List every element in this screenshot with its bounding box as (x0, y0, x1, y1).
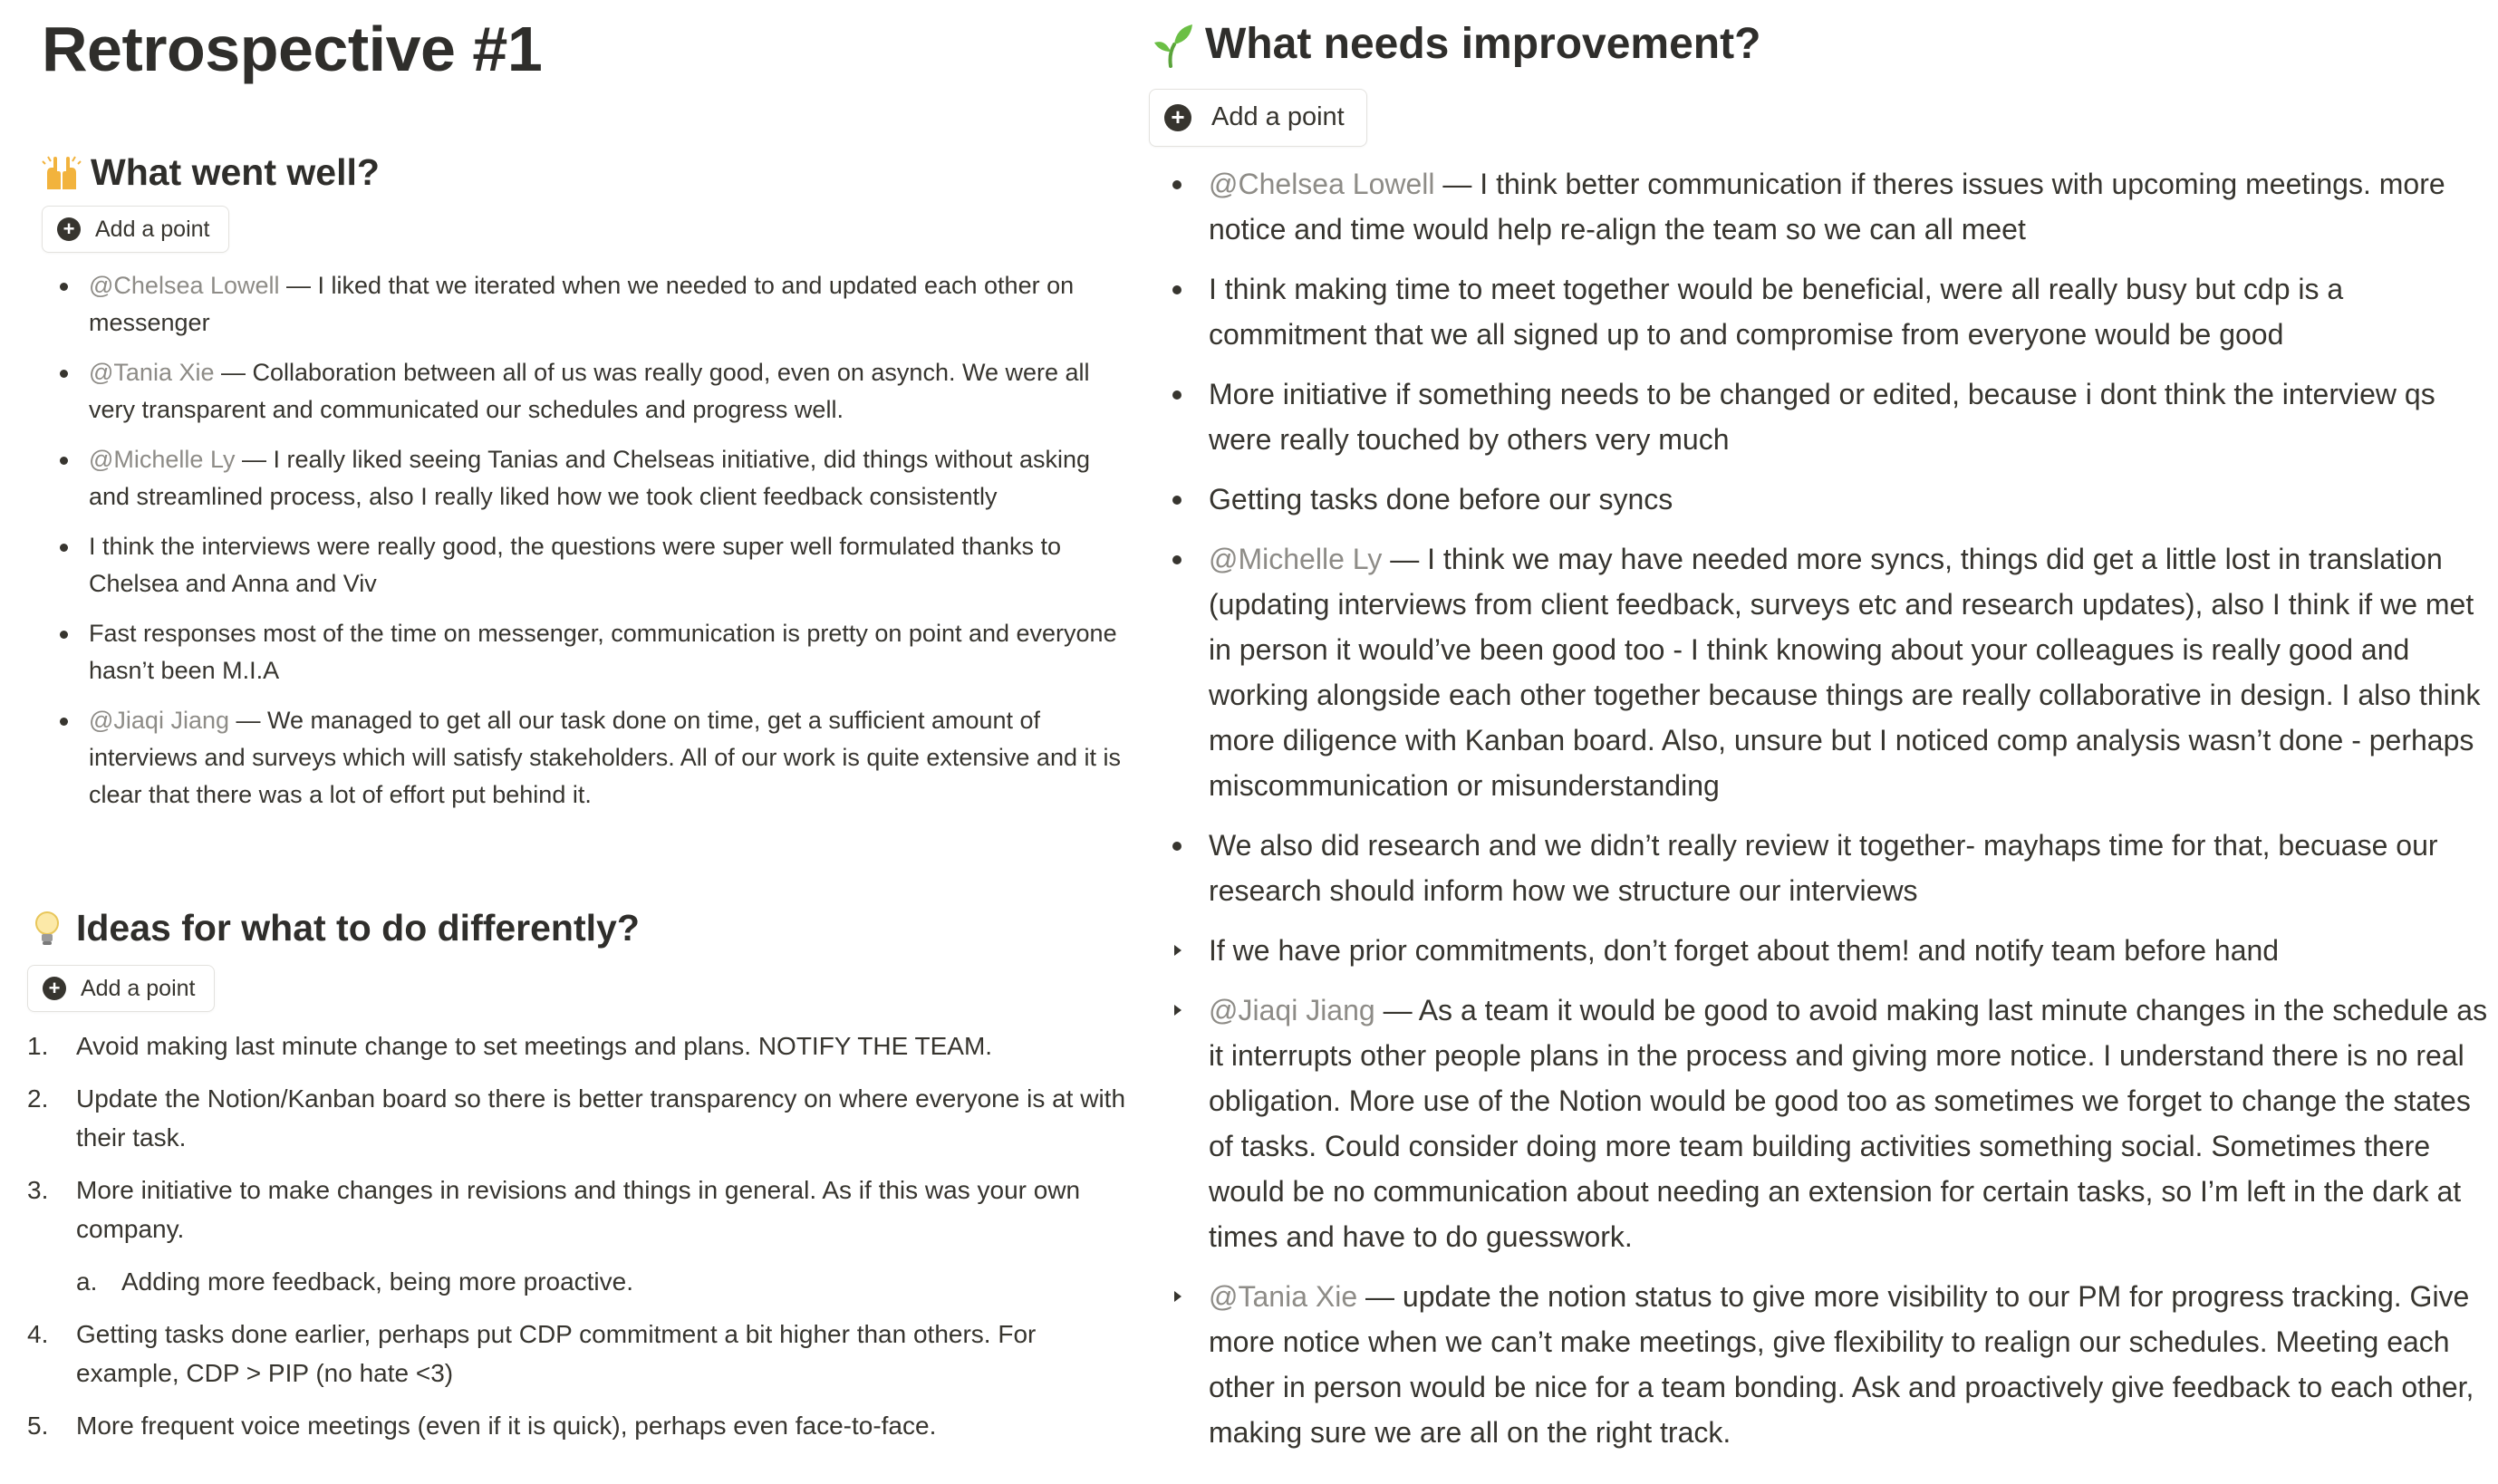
user-mention[interactable]: @Tania Xie (89, 359, 215, 387)
bullet-icon (60, 631, 68, 639)
add-point-label: Add a point (81, 975, 196, 1001)
user-mention[interactable]: @Jiaqi Jiang (89, 707, 229, 735)
item-text: — Collaboration between all of us was really good, even on asynch. We were all very transparent and communicated our schedules and progress well. (89, 359, 1090, 424)
list-item[interactable] (1149, 823, 2490, 913)
improvement-add-point-button[interactable] (1149, 89, 1367, 147)
item-text: More frequent voice meetings (even if it is quick), perhaps even face-to-face. (76, 1412, 937, 1441)
item-text: More initiative if something needs to be changed or edited, because i dont think the interview qs were really touched by others very much (1209, 377, 2435, 456)
item-text: Update the Notion/Kanban board so there is better transparency on where everyone is at with their task. (76, 1084, 1126, 1152)
number-label: 1. (27, 1032, 49, 1061)
list-item[interactable] (42, 528, 1129, 602)
numbered-item[interactable] (27, 1026, 1137, 1065)
user-mention[interactable]: @Chelsea Lowell (89, 272, 280, 300)
plus-circle-icon: + (57, 217, 81, 241)
item-text: More initiative to make changes in revisions and things in general. As if this was your own company. (76, 1176, 1081, 1244)
item-text: Adding more feedback, being more proactive. (121, 1267, 633, 1296)
numbered-item[interactable] (27, 1171, 1137, 1248)
add-point-label: Add a point (1211, 102, 1345, 132)
item-text: Fast responses most of the time on messenger, communication is pretty on point and everyone hasn’t been M.I.A (89, 620, 1117, 685)
toggle-item[interactable] (1149, 988, 2490, 1259)
list-item[interactable] (1149, 161, 2490, 252)
user-mention[interactable]: @Michelle Ly (89, 446, 236, 474)
numbered-item[interactable] (27, 1079, 1137, 1157)
item-text: — I really liked seeing Tanias and Chelseas initiative, did things without asking and streamlined process, also I really liked how we took client feedback consistently (89, 446, 1090, 511)
page-title: Retrospective #1 (42, 14, 543, 84)
went-well-list (42, 267, 1129, 814)
went-well-add-point-button[interactable] (42, 206, 229, 253)
numbered-item[interactable] (27, 1406, 1137, 1445)
bullet-icon (60, 544, 68, 552)
ideas-add-point-button[interactable] (27, 965, 215, 1012)
list-item[interactable] (42, 702, 1129, 814)
ideas-list (27, 1026, 1137, 1445)
plus-circle-icon: + (43, 977, 66, 1000)
bullet-icon (60, 457, 68, 465)
item-text: If we have prior commitments, don’t forget about them! and notify team before hand (1209, 933, 2280, 967)
seedling-icon (1149, 21, 1196, 68)
list-item[interactable] (42, 615, 1129, 689)
user-mention[interactable]: @Tania Xie (1209, 1279, 1358, 1313)
bullet-icon (60, 283, 68, 291)
toggle-item[interactable] (1149, 928, 2490, 973)
ideas-heading-text: Ideas for what to do differently? (76, 907, 640, 949)
item-text: — I think we may have needed more syncs, things did get a little lost in translation (updating interviews from client feedback, surveys etc and research updates), also I think if we met in person it would’ve been good too - I think knowing about your colleagues is really good and working alongside each other together because things are really collaborative in design. I also think more diligence with Kanban board. Also, unsure but I noticed comp analysis wasn’t done - perhaps miscommunication or misunderstanding (1209, 542, 2481, 802)
toggle-triangle-icon[interactable] (1174, 1005, 1181, 1016)
item-text: Avoid making last minute change to set meetings and plans. NOTIFY THE TEAM. (76, 1032, 993, 1061)
list-item[interactable] (1149, 266, 2490, 357)
list-item[interactable] (42, 354, 1129, 429)
item-text: I think the interviews were really good, the questions were super well formulated thanks to Chelsea and Anna and Viv (89, 533, 1062, 598)
list-item[interactable] (1149, 371, 2490, 462)
bullet-icon (1172, 842, 1181, 851)
item-text: I think making time to meet together would be beneficial, were all really busy but cdp is a commitment that we all signed up to and compromise from everyone would be good (1209, 272, 2344, 351)
bullet-icon (1172, 496, 1181, 505)
item-text: — As a team it would be good to avoid making last minute changes in the schedule as it interrupts other people plans in the process and giving more notice. I understand there is no real obligation. More use of the Notion would be good too as sometimes we forget to change the states of tasks. Could consider doing more team building activities something social. Sometimes there would be no communication about needing an extension for certain tasks, so I’m left in the dark at times and have to do guesswork. (1209, 993, 2488, 1253)
list-item[interactable] (1149, 477, 2490, 522)
item-text: — I liked that we iterated when we needed to and updated each other on messenger (89, 272, 1075, 337)
light-bulb-icon (27, 909, 67, 949)
numbered-subitem[interactable] (27, 1262, 1137, 1301)
number-label: 2. (27, 1084, 49, 1113)
bullet-icon (60, 370, 68, 378)
user-mention[interactable]: @Chelsea Lowell (1209, 167, 1435, 200)
user-mention[interactable]: @Jiaqi Jiang (1209, 993, 1375, 1026)
item-text: — We managed to get all our task done on time, get a sufficient amount of interviews and surveys which will satisfy stakeholders. All of our work is quite extensive and it is clear that there was a lot of effort put behind it. (89, 707, 1121, 809)
went-well-heading-text: What went well? (91, 151, 380, 193)
item-text: Getting tasks done earlier, perhaps put CDP commitment a bit higher than others. For example, CDP > PIP (no hate <3) (76, 1320, 1037, 1388)
numbered-item[interactable] (27, 1315, 1137, 1392)
improvement-list (1149, 161, 2490, 1455)
went-well-section (42, 150, 1129, 826)
add-point-label: Add a point (95, 216, 210, 242)
went-well-heading (42, 150, 1129, 195)
plus-circle-icon: + (1164, 104, 1191, 131)
improvement-heading (1149, 18, 2490, 71)
letter-label: a. (76, 1267, 98, 1296)
number-label: 4. (27, 1320, 49, 1349)
toggle-triangle-icon[interactable] (1174, 1291, 1181, 1302)
list-item[interactable] (42, 441, 1129, 516)
raising-hands-icon (42, 153, 82, 193)
list-item[interactable] (1149, 536, 2490, 808)
improvement-heading-text: What needs improvement? (1205, 20, 1761, 68)
item-text: We also did research and we didn’t really review it together- mayhaps time for that, becuase our research should inform how we structure our interviews (1209, 828, 2438, 907)
number-label: 3. (27, 1176, 49, 1205)
item-text: — I think better communication if theres issues with upcoming meetings. more notice and time would help re-align the team so we can all meet (1209, 167, 2445, 246)
bullet-icon (1172, 555, 1181, 564)
toggle-item[interactable] (1149, 1274, 2490, 1455)
improvement-section (1149, 18, 2490, 1470)
bullet-icon (1172, 285, 1181, 294)
ideas-heading (27, 906, 1137, 950)
bullet-icon (1172, 390, 1181, 400)
ideas-section (27, 906, 1137, 1459)
list-item[interactable] (42, 267, 1129, 342)
item-text: Getting tasks done before our syncs (1209, 482, 1673, 516)
number-label: 5. (27, 1412, 49, 1441)
user-mention[interactable]: @Michelle Ly (1209, 542, 1383, 575)
bullet-icon (1172, 180, 1181, 189)
bullet-icon (60, 718, 68, 726)
toggle-triangle-icon[interactable] (1174, 945, 1181, 956)
item-text: — update the notion status to give more visibility to our PM for progress tracking. Give more notice when we can’t make meetings, give flexibility to realign our schedules. Meeting each other in person would be nice for a team bonding. Ask and proactively give feedback to each other, making sure we are all on the right track. (1209, 1279, 2474, 1449)
